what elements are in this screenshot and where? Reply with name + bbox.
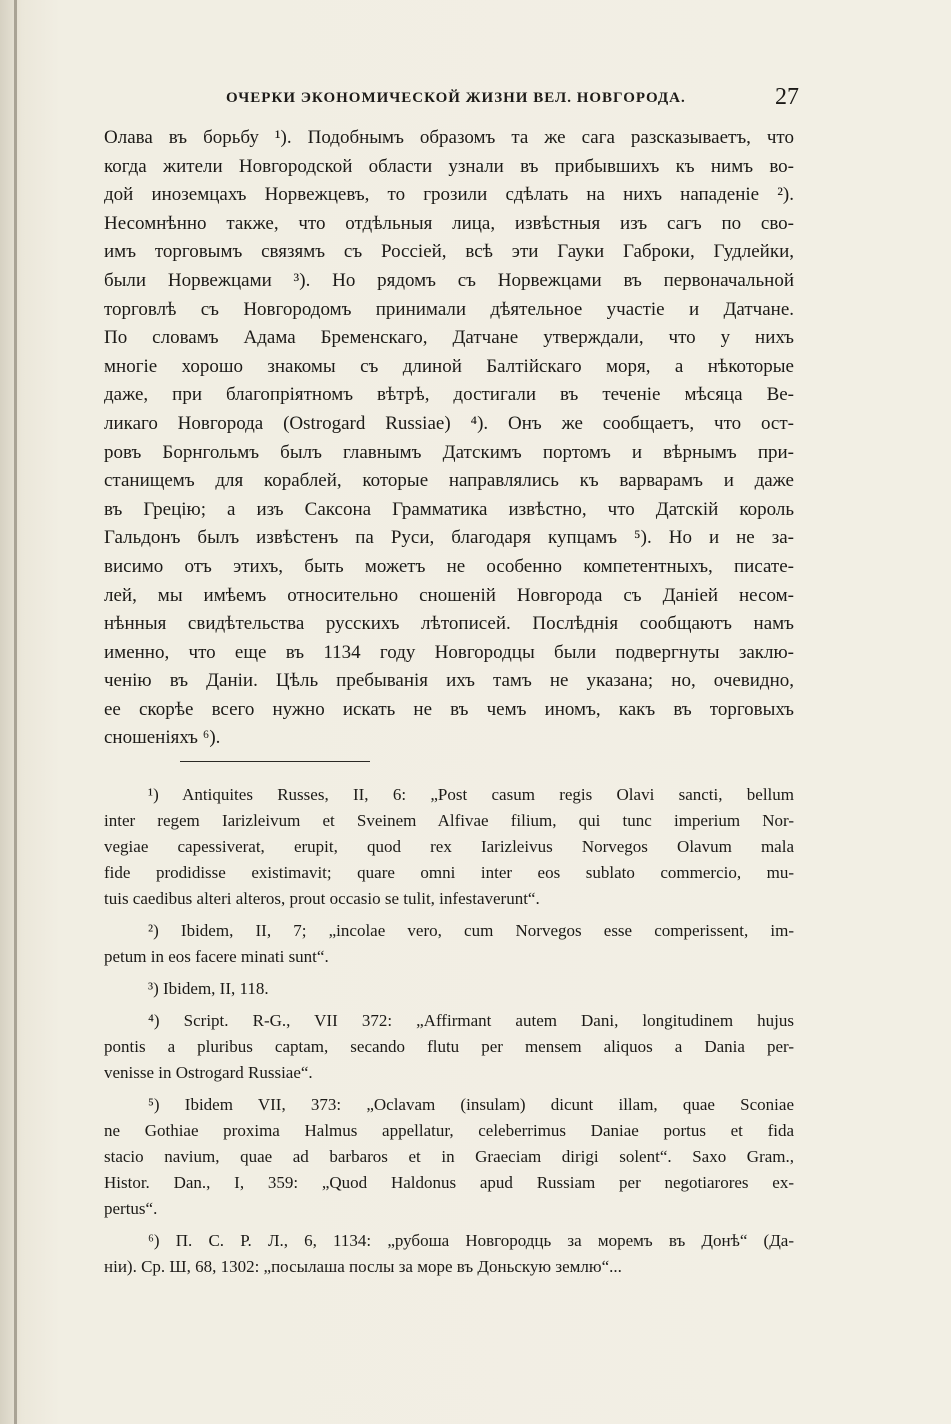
footnote-line: tuis caedibus alteri alteros, prout occasio se tulit, infestaverunt“.	[104, 889, 540, 908]
footnote-line: ⁶) П. С. Р. Л., 6, 1134: „рубоша Новгородць за моремъ въ Донѣ“ (Да-	[148, 1231, 794, 1250]
footnote-line: pertus“.	[104, 1199, 158, 1218]
footnote-line: ⁴) Script. R-G., VII 372: „Affirmant autem Dani, longitudinem hujus	[148, 1011, 794, 1030]
text-line: именно, что еще въ 1134 году Новгородцы были подвергнуты заклю-	[104, 641, 794, 663]
footnote-line: venisse in Ostrogard Russiae“.	[104, 1063, 313, 1082]
text-line: ровъ Борнгольмъ былъ главнымъ Датскимъ портомъ и вѣрнымъ при-	[104, 441, 794, 463]
footnote-line: fide prodidisse existimavit; quare omni inter eos sublato commercio, mu-	[104, 863, 794, 882]
text-line: сношеніяхъ ⁶).	[104, 727, 221, 749]
footnote	[104, 1008, 794, 1086]
text-line: Гальдонъ былъ извѣстенъ па Руси, благодаря купцамъ ⁵). Но и не за-	[104, 527, 794, 549]
footnote	[104, 918, 794, 970]
footnote	[104, 782, 794, 912]
text-line: Олава въ борьбу ¹). Подобнымъ образомъ та же сага разсказываетъ, что	[104, 127, 794, 148]
footnote-line: stacio navium, quae ad barbaros et in Graeciam dirigi solent“. Saxo Gram.,	[104, 1147, 794, 1166]
footnote	[104, 1092, 794, 1222]
footnotes	[104, 782, 794, 1286]
text-line: нѣнныя свидѣтельства русскихъ лѣтописей. Послѣднія сообщаютъ намъ	[104, 613, 794, 635]
footnote-line: inter regem Iarizleivum et Sveinem Alfivae filium, qui tunc imperium Nor-	[104, 811, 794, 830]
text-line: ее скорѣе всего нужно искать не въ чемъ иномъ, какъ въ торговыхъ	[104, 698, 794, 720]
text-line: даже, при благопріятномъ вѣтрѣ, достигали въ теченіе мѣсяца Ве-	[104, 384, 794, 406]
footnote	[104, 976, 794, 1002]
text-line: ченію въ Даніи. Цѣль пребыванія ихъ тамъ не указана; но, очевидно,	[104, 670, 794, 692]
text-line: Несомнѣнно также, что отдѣльныя лица, извѣстныя изъ сагъ по сво-	[104, 212, 794, 234]
running-title: ОЧЕРКИ ЭКОНОМИЧЕСКОЙ ЖИЗНИ ВЕЛ. НОВГОРОДА.	[226, 90, 686, 106]
footnote-line: ²) Ibidem, II, 7; „incolae vero, cum Norvegos esse comperissent, im-	[148, 921, 794, 940]
text-line: въ Грецію; а изъ Саксона Грамматика извѣстно, что Датскій король	[104, 498, 794, 520]
page-number: 27	[775, 84, 799, 110]
footnote-line: pontis a pluribus captam, secando flutu per mensem aliquos a Dania per-	[104, 1037, 794, 1056]
text-line: многіе хорошо знакомы съ длиной Балтійскаго моря, а нѣкоторые	[104, 355, 794, 377]
footnote-line: ne Gothiae proxima Halmus appellatur, celeberrimus Daniae portus et fida	[104, 1121, 794, 1140]
text-line: висимо отъ этихъ, быть можетъ не особенно компетентныхъ, писате-	[104, 555, 794, 577]
footnote-line: ³) Ibidem, II, 118.	[148, 979, 269, 998]
footnote-line: ⁵) Ibidem VII, 373: „Oclavam (insulam) dicunt illam, quae Sconiae	[148, 1095, 794, 1114]
text-line: лей, мы имѣемъ относительно сношеній Новгорода съ Даніей несом-	[104, 584, 794, 606]
text-line: дой иноземцахъ Норвежцевъ, то грозили сдѣлать на нихъ нападеніе ²).	[104, 184, 794, 206]
footnote	[104, 1228, 794, 1280]
text-line: когда жители Новгородской области узнали въ прибывшихъ къ нимъ во-	[104, 155, 794, 177]
footnote-line: vegiae capessiverat, erupit, quod rex Iarizleivus Norvegos Olavum mala	[104, 837, 794, 856]
main-text	[104, 124, 794, 753]
text-line: станищемъ для кораблей, которые направлялись къ варварамъ и даже	[104, 470, 794, 492]
text-line: имъ торговымъ связямъ съ Россіей, всѣ эти Гауки Габроки, Гудлейки,	[104, 241, 794, 263]
footnote-line: ¹) Antiquites Russes, II, 6: „Post casum regis Olavi sancti, bellum	[148, 785, 794, 804]
footnote-line: ніи). Ср. Ш, 68, 1302: „посылаша послы за море въ Доньскую землю“...	[104, 1257, 622, 1276]
text-line: торговлѣ съ Новгородомъ принимали дѣятельное участіе и Датчане.	[104, 298, 794, 320]
text-line: ликаго Новгорода (Ostrogard Russiae) ⁴). Онъ же сообщаетъ, что ост-	[104, 412, 794, 434]
footnote-line: Histor. Dan., I, 359: „Quod Haldonus apud Russiam per negotiarores ex-	[104, 1173, 794, 1192]
book-spine-edge	[14, 0, 17, 1424]
text-line: По словамъ Адама Бременскаго, Датчане утверждали, что у нихъ	[104, 327, 794, 349]
footnote-line: petum in eos facere minati sunt“.	[104, 947, 329, 966]
footnote-divider	[180, 761, 370, 762]
text-line: были Норвежцами ³). Но рядомъ съ Норвежцами въ первоначальной	[104, 269, 794, 291]
